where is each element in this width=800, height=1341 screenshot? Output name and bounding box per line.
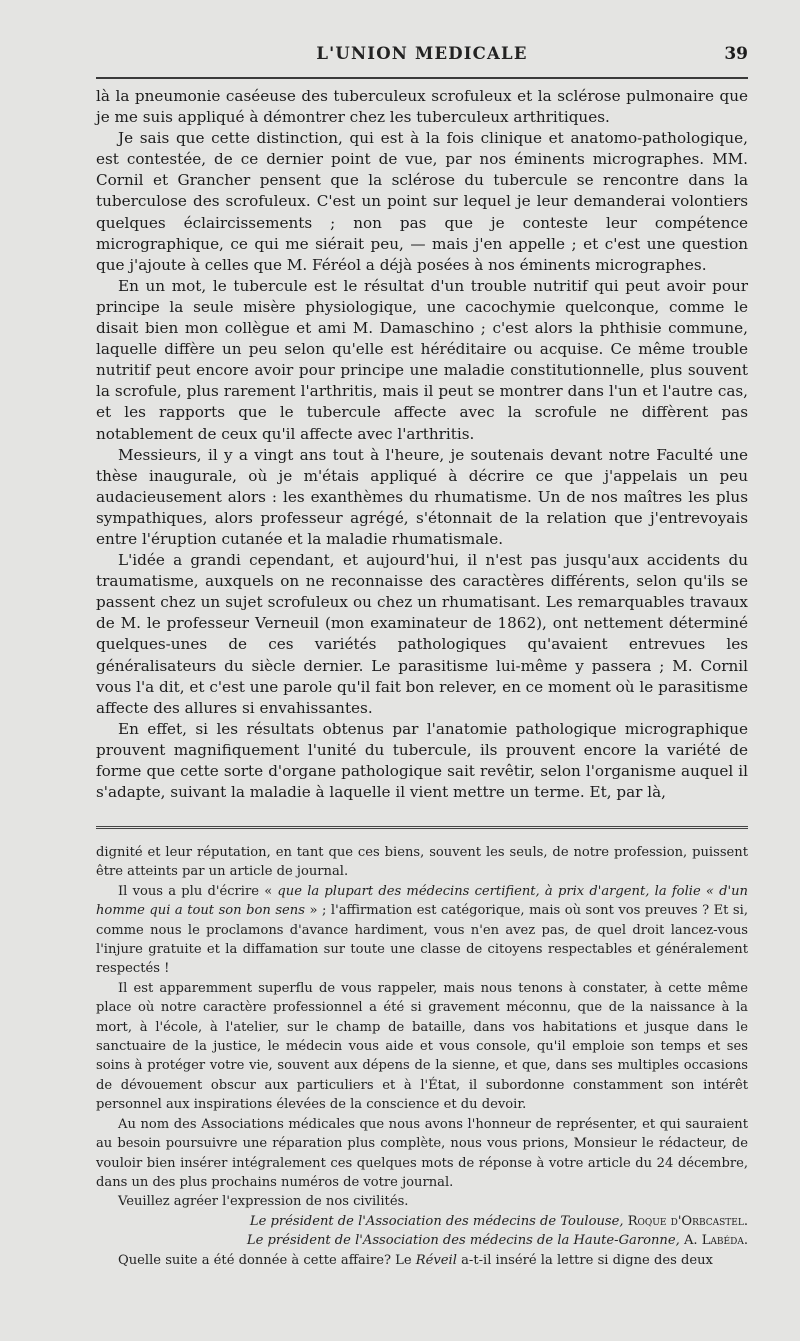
paragraph: là la pneumonie caséeuse des tuberculeux scrofuleux et la sclérose pulmonaire que je me suis appliqué à démontrer chez les tuberculeux arthritiques. (96, 87, 748, 127)
signatory-name: A. Labéda. (683, 1233, 748, 1249)
footnote-text-span: a-t-il inséré la lettre si digne des deux (456, 1252, 713, 1268)
running-title: L'UNION MEDICALE (316, 44, 528, 63)
signatory-name: Roque d'Orbcastel. (627, 1213, 748, 1229)
signature-line (96, 1231, 748, 1250)
footnote-paragraph (96, 882, 748, 979)
paragraph: Messieurs, il y a vingt ans tout à l'heure, je soutenais devant notre Faculté une thèse inaugurale, où je m'étais appliqué à décrire ce que j'appelais un peu audacieusement alors : les exanthèmes du rhumatisme. Un de nos maîtres les plus sympathiques, alors professeur agrégé, s'étonnait de la relation que j'entrevoyais entre l'éruption cutanée et la maladie rhumatismale. (96, 445, 748, 548)
header-rule (96, 77, 748, 79)
paragraph: En un mot, le tubercule est le résultat d'un trouble nutritif qui peut avoir pour principe la seule misère physiologique, une cacochymie quelconque, comme le disait bien mon collègue et ami M. Damaschino ; c'est alors la phthisie commune, laquelle diffère un peu selon qu'elle est héréditaire ou acquise. Ce même trouble nutritif peut encore avoir pour principe une maladie constitutionnelle, plus souvent la scrofule, plus rarement l'arthritis, mais il peut se montrer dans l'un et l'autre cas, et les rapports que le tubercule affecte avec la scrofule ne diffèrent pas notablement de ceux qu'il affecte avec l'arthritis. (96, 276, 748, 443)
signature-line (96, 1212, 748, 1231)
quotation: que la plupart des médecins certifient, à prix d'argent, la folie « d'un homme qui a tout son bon sens (96, 883, 748, 919)
page-number: 39 (724, 44, 748, 64)
footnote-paragraph: Au nom des Associations médicales que nous avons l'honneur de représenter, et qui sauraient au besoin poursuivre une réparation plus complète, nous vous prions, Monsieur le rédacteur, de vouloir bien insérer intégralement ces quelques mots de réponse à votre article du 24 décembre, dans un des plus prochains numéros de votre journal. (96, 1116, 748, 1190)
footnote-paragraph: dignité et leur réputation, en tant que ces biens, souvent les seuls, de notre profession, puissent être atteints par un article de journal. (96, 845, 748, 880)
footnote-text-span: Quelle suite a été donnée à cette affaire? Le (118, 1252, 416, 1268)
footnote-paragraph: Il est apparemment superflu de vous rappeler, mais nous tenons à constater, à cette même place où notre caractère professionnel a été si gravement méconnu, que de la naissance à la mort, à l'école, à l'atelier, sur le champ de bataille, dans vos habitations et jusque dans le sanctuaire de la justice, le médecin vous aide et vous console, qu'il emploie son temps et ses soins à protéger votre vie, souvent aux dépens de la sienne, et que, dans ses multiples occasions de dévouement obscur aux particuliers et à l'État, il subordonne constamment son intérêt personnel aux inspirations élevées de la conscience et du devoir. (96, 980, 748, 1113)
footnote-paragraph (96, 1251, 748, 1270)
signatory-role: Le président de l'Association des médecins de Toulouse, (249, 1213, 628, 1229)
paragraph: En effet, si les résultats obtenus par l'anatomie pathologique micrographique prouvent magnifiquement l'unité du tubercule, ils prouvent encore la variété de forme que cette sorte d'organe pathologique sait revêtir, selon l'organisme auquel il s'adapte, suivant la maladie à laquelle il vient mettre un terme. Et, par là, (96, 719, 748, 802)
journal-title: Réveil (415, 1252, 457, 1268)
footnote-text (96, 843, 748, 1270)
footnote-text-span: » ; l'affirmation est catégorique, mais où sont vos preuves ? Et si, comme nous le proclamons d'avance hardiment, vous n'en avez pas, de quel droit lancez-vous l'injure gratuite et la diffamation sur toute une classe de citoyens respectables et généralement respectés ! (96, 903, 748, 977)
footnote-paragraph: Veuillez agréer l'expression de nos civilités. (118, 1194, 409, 1210)
paragraph: Je sais que cette distinction, qui est à la fois clinique et anatomo-pathologique, est contestée, de ce dernier point de vue, par nos éminents micrographes. MM. Cornil et Grancher pensent que la sclérose du tubercule se rencontre dans la tuberculose des scrofuleux. C'est un point sur lequel je leur demanderai volontiers quelques éclaircissements ; non pas que je conteste leur compétence micrographique, ce qui me siérait peu, — mais j'en appelle ; et c'est une question que j'ajoute à celles que M. Féréol a déjà posées à nos éminents micrographes. (96, 129, 748, 274)
footnote-separator (96, 826, 748, 831)
signatory-role: Le président de l'Association des médecins de la Haute-Garonne, (246, 1233, 684, 1249)
footnote-text-span: Il vous a plu d'écrire « (118, 883, 278, 899)
paragraph: L'idée a grandi cependant, et aujourd'hui, il n'est pas jusqu'aux accidents du traumatisme, auxquels on ne reconnaisse des caractères différents, selon qu'ils se passent chez un sujet scrofuleux ou chez un rhumatisant. Les remarquables travaux de M. le professeur Verneuil (mon examinateur de 1862), ont nettement déterminé quelques-unes de ces variétés pathologiques qu'avaient entrevues les généralisateurs du siècle dernier. Le parasitisme lui-même y passera ; M. Cornil vous l'a dit, et c'est une parole qu'il fait bon relever, en ce moment où le parasitisme affecte des allures si envahissantes. (96, 551, 748, 717)
page-header (96, 44, 748, 70)
main-text (96, 86, 748, 803)
